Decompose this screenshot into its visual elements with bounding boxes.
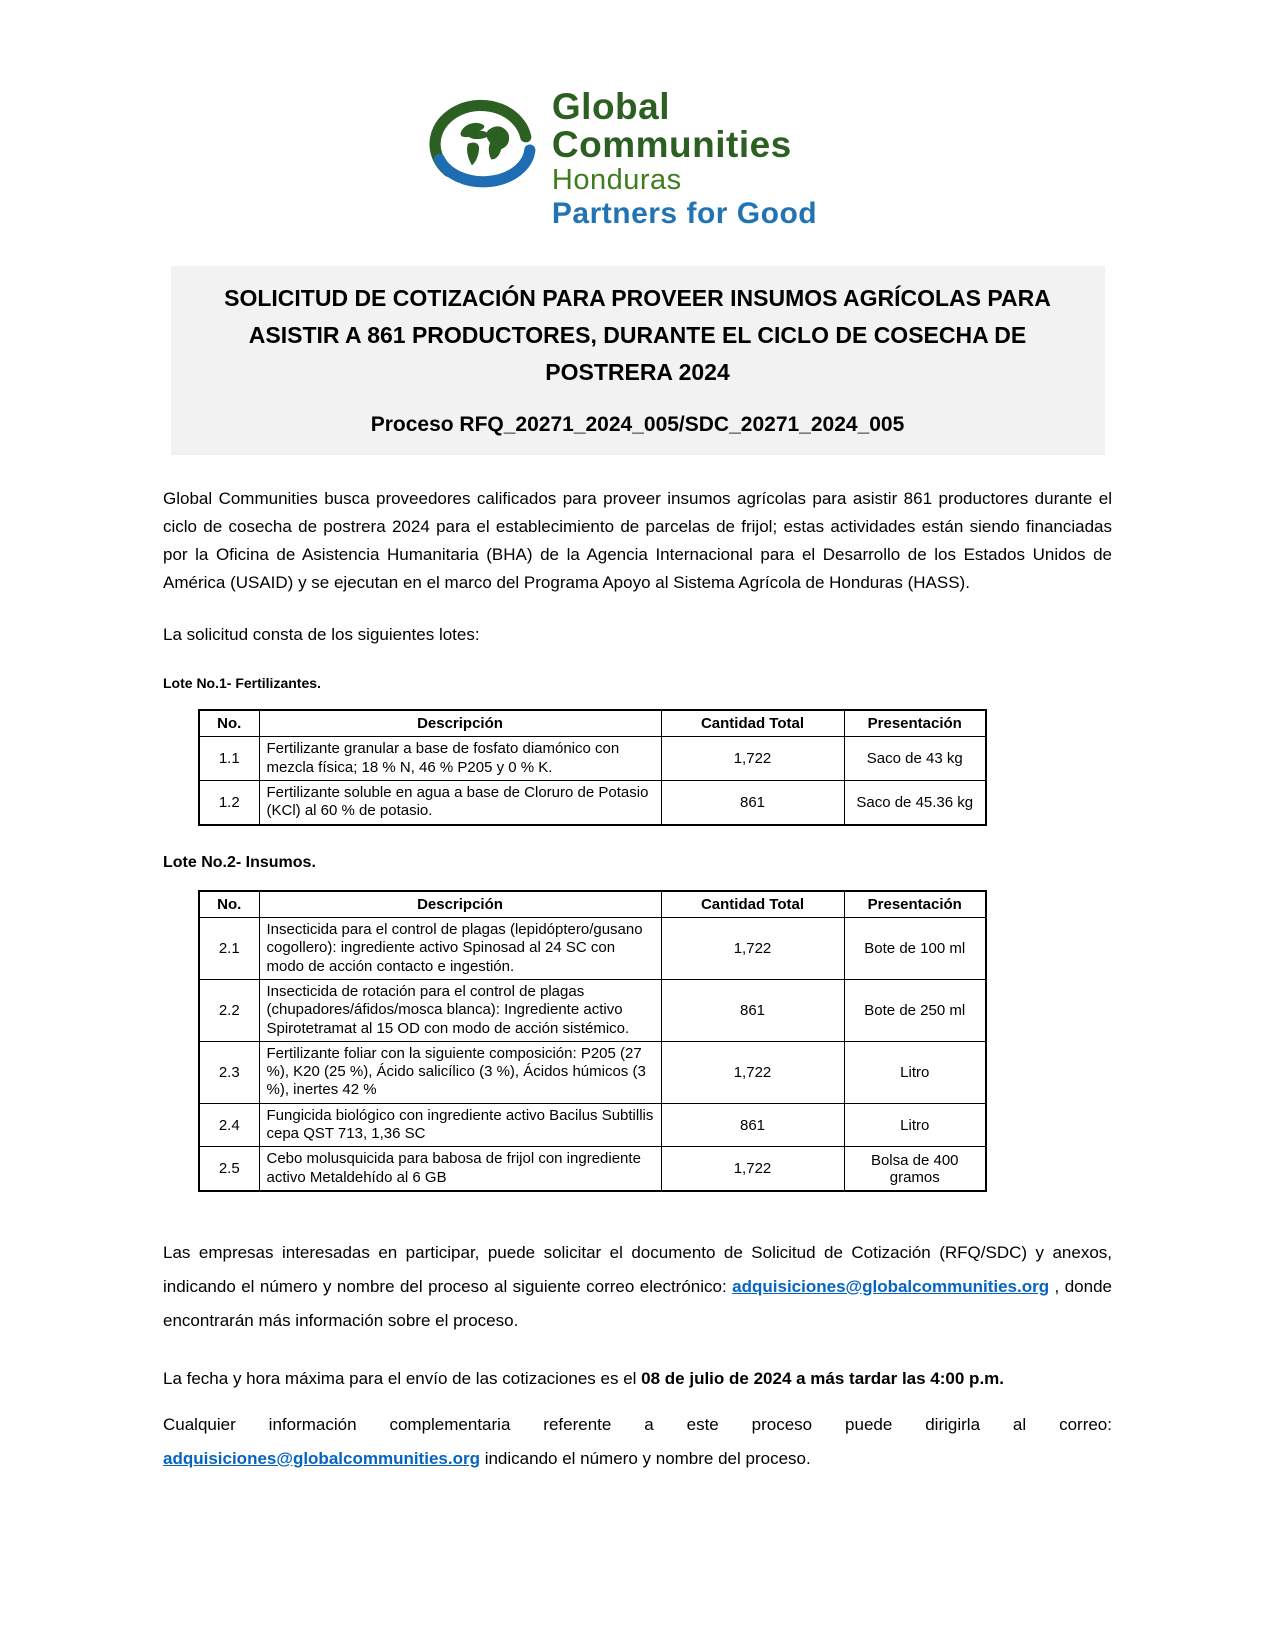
logo-word-communities: Communities [551,124,792,166]
lot2-header-presentacion: Presentación [844,891,986,918]
lot1-table [198,709,987,826]
row-cantidad: 861 [661,1103,844,1147]
table-row [199,918,986,980]
table-row [199,979,986,1041]
logo-word-global: Global [551,86,671,127]
lot1-header-no: No. [199,710,259,737]
row-descripcion: Fertilizante foliar con la siguiente composición: P205 (27 %), K20 (25 %), Ácido salicílico (3 %), Ácidos húmicos (3 %), inertes 42 % [259,1041,661,1103]
logo-tagline: Partners for Good [551,196,818,230]
deadline-paragraph [163,1362,1112,1396]
lot2-heading: Lote No.2- Insumos. [163,853,316,871]
table-row [199,780,986,824]
row-no: 1.1 [199,737,259,781]
row-cantidad: 1,722 [661,1041,844,1103]
lot1-header-row [199,710,986,737]
globe-icon [418,86,540,208]
row-presentacion: Saco de 45.36 kg [844,780,986,824]
logo-text [552,86,817,230]
intro-paragraph: Global Communities busca proveedores calificados para proveer insumos agrícolas para asistir 861 productores durante el ciclo de cosecha de postrera 2024 para el establecimiento de parcelas de frijol; estas actividades están siendo financiadas por la Oficina de Asistencia Humanitaria (BHA) de la Agencia Internacional para el Desarrollo de los Estados Unidos de América (USAID) y se ejecutan en el marco del Programa Apoyo al Sistema Agrícola de Honduras (HASS). [163,488,1112,592]
lots-intro-line: La solicitud consta de los siguientes lotes: [163,624,480,644]
row-no: 2.5 [199,1147,259,1191]
document-title: SOLICITUD DE COTIZACIÓN PARA PROVEER INSUMOS AGRÍCOLAS PARA ASISTIR A 861 PRODUCTORES, DURANTE EL CICLO DE COSECHA DE POSTRERA 2024 [224,285,1051,385]
row-cantidad: 861 [661,979,844,1041]
process-number: Proceso RFQ_20271_2024_005/SDC_20271_2024_005 [370,412,905,436]
additional-info-paragraph [163,1408,1112,1476]
logo-word-honduras: Honduras [551,164,682,197]
rfq-request-paragraph [163,1236,1112,1338]
row-descripcion: Fertilizante granular a base de fosfato diamónico con mezcla física; 18 % N, 46 % P205 y 0 % K. [259,737,661,781]
row-presentacion: Litro [844,1041,986,1103]
p1-text-before: Las empresas interesadas en participar, puede solicitar el documento de Solicitud de Cotización (RFQ/SDC) y anexos, indicando el número y nombre del proceso al siguiente correo electrónico: [163,1242,1112,1296]
row-descripcion: Insecticida para el control de plagas (lepidóptero/gusano cogollero): ingrediente activo Spinosad al 24 SC con modo de acción contacto e ingestión. [259,918,661,980]
row-descripcion: Fungicida biológico con ingrediente activo Bacilus Subtillis cepa QST 713, 1,36 SC [259,1103,661,1147]
lot2-table [198,890,987,1192]
table-row [199,1147,986,1191]
table-row [199,1041,986,1103]
row-presentacion: Bote de 100 ml [844,918,986,980]
row-no: 2.2 [199,979,259,1041]
lot2-header-descripcion: Descripción [259,891,661,918]
procurement-email-link[interactable]: adquisiciones@globalcommunities.org [732,1276,1050,1296]
lot2-header-no: No. [199,891,259,918]
lot1-header-cantidad: Cantidad Total [661,710,844,737]
p2-text-before: La fecha y hora máxima para el envío de las cotizaciones es el [163,1368,642,1388]
lot1-header-descripcion: Descripción [259,710,661,737]
row-cantidad: 1,722 [661,918,844,980]
lot1-heading: Lote No.1- Fertilizantes. [163,674,321,691]
row-presentacion: Litro [844,1103,986,1147]
row-descripcion: Fertilizante soluble en agua a base de Cloruro de Potasio (KCl) al 60 % de potasio. [259,780,661,824]
row-cantidad: 861 [661,780,844,824]
global-communities-logo [418,86,817,230]
row-presentacion: Saco de 43 kg [844,737,986,781]
deadline-date: 08 de julio de 2024 a más tardar las 4:00 p.m. [641,1368,1004,1388]
procurement-email-link[interactable]: adquisiciones@globalcommunities.org [163,1448,480,1468]
row-cantidad: 1,722 [661,1147,844,1191]
row-descripcion: Insecticida de rotación para el control de plagas (chupadores/áfidos/mosca blanca): Ingrediente activo Spirotetramat al 15 OD con modo de acción sistémico. [259,979,661,1041]
row-no: 2.4 [199,1103,259,1147]
p3-text-before: Cualquier información complementaria referente a este proceso puede dirigirla al correo: [163,1414,1112,1434]
table-row [199,1103,986,1147]
lot2-header-row [199,891,986,918]
table-row [199,737,986,781]
p3-text-after: indicando el número y nombre del proceso. [479,1448,811,1468]
row-presentacion: Bolsa de 400 gramos [844,1147,986,1191]
row-cantidad: 1,722 [661,737,844,781]
row-descripcion: Cebo molusquicida para babosa de frijol con ingrediente activo Metaldehído al 6 GB [259,1147,661,1191]
title-block [171,266,1105,454]
row-no: 2.3 [199,1041,259,1103]
logo-section [0,0,1275,230]
row-presentacion: Bote de 250 ml [844,979,986,1041]
row-no: 1.2 [199,780,259,824]
lot2-header-cantidad: Cantidad Total [661,891,844,918]
document-body [163,485,1112,1476]
row-no: 2.1 [199,918,259,980]
lot1-header-presentacion: Presentación [844,710,986,737]
p1-text-after: , donde encontrarán más información sobre el proceso. [163,1276,1112,1330]
